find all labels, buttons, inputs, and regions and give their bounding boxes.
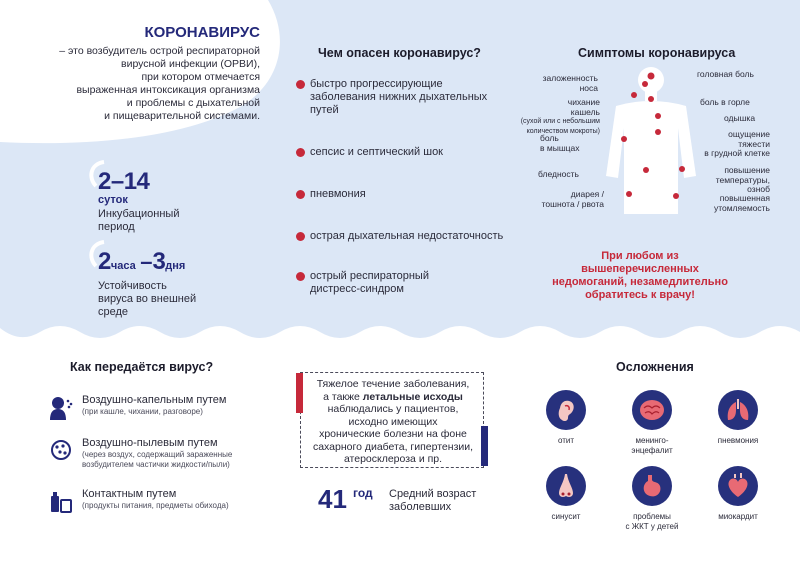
severe-text: а также: [323, 390, 360, 403]
stability-value: 2часа –3дня: [98, 248, 186, 275]
symptom-label: [700, 130, 770, 159]
complication-item: [698, 390, 778, 446]
incubation-desc-line: период: [98, 221, 135, 233]
symptom-line: в грудной клетке: [704, 148, 770, 158]
danger-item-line: острая дыхательная недостаточность: [310, 230, 504, 242]
symptom-line: носа: [579, 82, 598, 93]
complication-label: [612, 512, 692, 531]
danger-item-line: заболевания нижних дыхательных: [310, 91, 488, 103]
symptom-label: [700, 166, 770, 195]
incubation-value: 2–14: [98, 168, 150, 195]
symptom-subline: (сухой или с небольшим: [520, 118, 600, 125]
danger-item-line: сепсис и септический шок: [310, 146, 443, 158]
stomach-icon: [632, 466, 672, 506]
danger-item: [296, 188, 526, 201]
warning-line: вышеперечисленных: [581, 263, 699, 275]
symptom-line: чихание: [567, 97, 600, 107]
danger-item: [296, 230, 526, 243]
complication-item: [698, 466, 778, 522]
symptom-line: диарея /: [570, 189, 604, 199]
transmission-sub: (при кашле, чихании, разговоре): [82, 407, 203, 416]
incubation-unit: суток: [98, 194, 128, 206]
intro-block: [20, 24, 260, 123]
complication-item: [526, 390, 606, 446]
incubation-desc-line: Инкубационный: [98, 208, 180, 220]
stability-to: 3: [152, 248, 166, 275]
warning-line: [540, 276, 740, 289]
dust-particles-icon: [48, 437, 74, 463]
symptom-line: одышка: [724, 113, 756, 123]
bullet-icon: [296, 148, 305, 157]
complication-label: [698, 436, 778, 446]
complication-label-line: с ЖКТ у детей: [625, 521, 679, 531]
severe-line: наблюдались у пациентов,: [327, 403, 459, 415]
symptom-line: озноб: [747, 184, 770, 194]
symptom-line: боль в горле: [700, 97, 750, 107]
complication-label: [526, 512, 606, 522]
symptom-line: утомляемость: [713, 202, 770, 213]
wave-divider: [0, 318, 800, 358]
danger-title: Чем опасен коронавирус?: [318, 46, 481, 60]
intro-line: и пищеварительной системами.: [104, 110, 260, 122]
symptom-label: [538, 170, 588, 180]
complication-label-line: пневмония: [717, 436, 759, 445]
warning-emphasis: незамедлительно: [630, 276, 728, 288]
symptom-line: бледность: [538, 169, 579, 179]
incubation-stat: [98, 170, 179, 234]
stability-from-unit: часа: [110, 260, 136, 272]
symptom-label: [540, 134, 590, 153]
complication-item: [612, 390, 692, 455]
ear-icon: [546, 390, 586, 430]
intro-line: вирусной инфекции (ОРВИ),: [121, 58, 260, 70]
severe-line: атеросклероза и пр.: [343, 453, 443, 465]
symptom-label: [700, 194, 770, 213]
severe-line: хронические болезни на фоне: [319, 428, 467, 440]
symptom-line: тяжести: [738, 138, 770, 149]
transmission-sub: (через воздух, содержащий зараженные: [82, 450, 233, 459]
heart-icon: [718, 466, 758, 506]
symptom-line: повышение: [724, 165, 770, 175]
danger-item: [296, 78, 526, 117]
symptom-line: боль: [540, 133, 559, 143]
danger-item-line: дистресс-синдром: [310, 283, 404, 295]
complication-label-line: менинго-: [635, 436, 669, 445]
complication-item: [612, 466, 692, 531]
human-body-icon: [596, 66, 706, 214]
symptom-label: [540, 74, 598, 93]
transmission-main: Воздушно-пылевым путем: [82, 437, 218, 449]
lungs-icon: [718, 390, 758, 430]
symptom-label: [697, 70, 777, 80]
food-items-icon: [48, 488, 74, 514]
severe-cases-text: [306, 378, 480, 466]
brain-icon: [632, 390, 672, 430]
stability-desc-line: Устойчивость: [98, 280, 167, 292]
danger-item-line: пневмония: [310, 188, 366, 200]
intro-line: при котором отмечается: [141, 71, 260, 83]
transmission-item: [82, 488, 272, 511]
danger-item: [296, 270, 526, 296]
symptom-label: [520, 98, 600, 136]
complications-title: Осложнения: [616, 360, 694, 374]
danger-item: [296, 146, 526, 159]
symptom-subline: количеством мокроты): [526, 127, 600, 135]
transmission-item: [82, 437, 272, 470]
symptom-line: ощущение: [728, 129, 770, 139]
transmission-main: Контактным путем: [82, 488, 177, 500]
doctor-warning: [540, 250, 740, 302]
severe-line: Тяжелое течение заболевания,: [316, 378, 470, 390]
severe-line: сахарного диабета, гипертензии,: [312, 440, 474, 453]
transmission-sub: возбудителем частички жидкости/пыли): [82, 460, 230, 469]
average-age-unit: год: [353, 486, 373, 500]
complication-item: [526, 466, 606, 522]
age-desc-line: заболевших: [389, 501, 452, 513]
average-age-value: 41: [318, 484, 347, 514]
sneezing-person-icon: [48, 394, 74, 420]
symptom-line: головная боль: [697, 69, 754, 79]
danger-item-line: путей: [310, 104, 339, 116]
complication-label-line: отит: [557, 436, 575, 445]
symptom-line: тошнота / рвота: [541, 198, 604, 209]
danger-item-line: острый респираторный: [310, 270, 429, 282]
warning-line: При любом из: [601, 250, 679, 262]
transmission-title: Как передаётся вирус?: [70, 360, 214, 374]
box-accent-navy: [481, 426, 488, 466]
incubation-desc: [98, 208, 179, 234]
age-desc-line: Средний возраст: [389, 488, 477, 500]
complication-label: [526, 436, 606, 446]
symptom-line: повышенная: [719, 193, 770, 203]
warning-text: недомоганий,: [552, 276, 628, 288]
stability-from: 2: [98, 248, 111, 275]
complication-label-line: энцефалит: [631, 445, 673, 455]
severe-line: исходно имеющих: [348, 415, 438, 428]
symptom-label: [700, 98, 780, 108]
stability-desc: [98, 280, 196, 319]
complication-label-line: проблемы: [633, 512, 671, 521]
box-accent-red: [296, 373, 303, 413]
symptom-line: в мышцах: [540, 142, 580, 153]
complication-label: [612, 436, 692, 455]
intro-line: – это возбудитель острой респираторной: [59, 45, 260, 57]
intro-line: и проблемы с дыхательной: [126, 97, 260, 109]
stability-to-unit: дня: [165, 260, 186, 272]
transmission-item: [82, 394, 272, 417]
symptoms-title: Симптомы коронавируса: [578, 46, 736, 60]
warning-line: обратитесь к врачу!: [585, 289, 695, 301]
nose-icon: [546, 466, 586, 506]
intro-title: КОРОНАВИРУС: [144, 24, 260, 41]
symptom-line: кашель: [570, 106, 600, 117]
complication-label-line: синусит: [551, 512, 581, 521]
transmission-main: Воздушно-капельным путем: [82, 394, 227, 406]
bullet-icon: [296, 190, 305, 199]
symptom-label: [530, 190, 604, 209]
symptom-line: заложенность: [542, 73, 598, 83]
bullet-icon: [296, 272, 305, 281]
symptom-label: [724, 114, 774, 124]
stability-stat: [98, 250, 196, 319]
stability-desc-line: вируса во внешней: [98, 293, 197, 305]
intro-line: выраженная интоксикация организма: [76, 84, 260, 96]
intro-text: [20, 45, 260, 123]
transmission-sub: (продукты питания, предметы обихода): [82, 501, 229, 510]
severe-emphasis: летальные исходы: [362, 390, 463, 403]
symptom-line: температуры,: [715, 174, 770, 185]
stability-desc-line: среде: [98, 306, 129, 318]
bullet-icon: [296, 232, 305, 241]
danger-item-line: быстро прогрессирующие: [310, 78, 443, 90]
complication-label-line: миокардит: [718, 512, 758, 521]
average-age-desc: [389, 488, 476, 514]
complication-label: [698, 512, 778, 522]
severe-line: [306, 391, 480, 404]
bullet-icon: [296, 80, 305, 89]
